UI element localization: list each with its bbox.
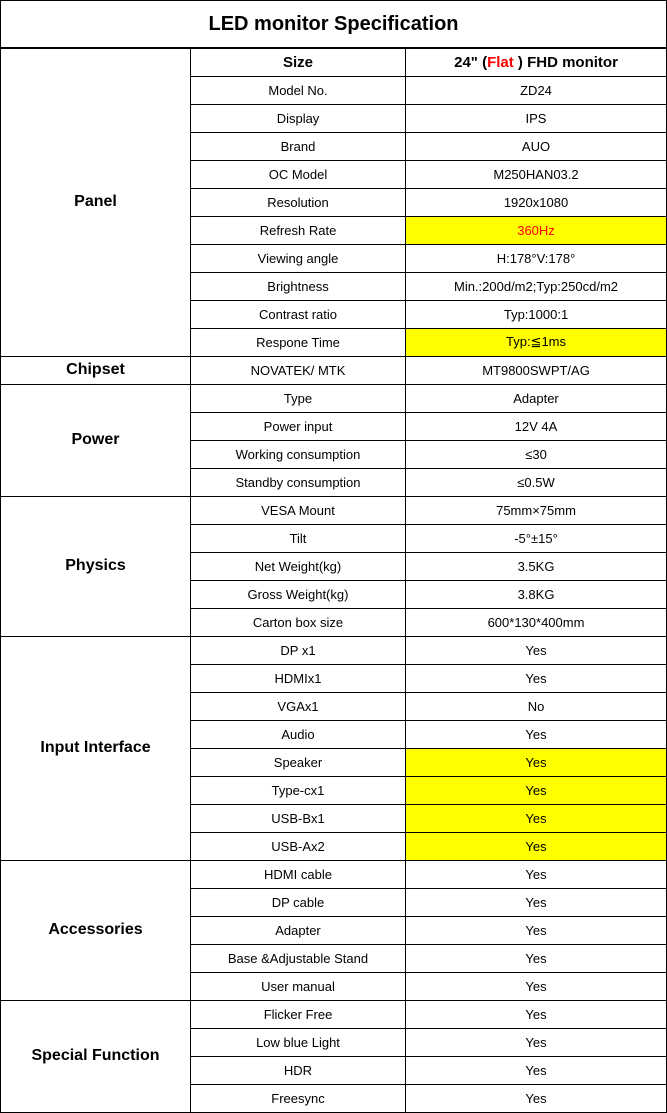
spec-label: Speaker (191, 748, 406, 776)
spec-value: Yes (406, 972, 667, 1000)
spec-label: Gross Weight(kg) (191, 580, 406, 608)
spec-value: Yes (406, 944, 667, 972)
spec-label: OC Model (191, 160, 406, 188)
spec-value: Yes (406, 1000, 667, 1028)
spec-label: User manual (191, 972, 406, 1000)
spec-label: Brand (191, 132, 406, 160)
spec-label: USB-Bx1 (191, 804, 406, 832)
spec-value-highlighted: Yes (406, 748, 667, 776)
spec-value: Typ:1000:1 (406, 300, 667, 328)
title-row (1, 1, 667, 49)
spec-value: Yes (406, 1084, 667, 1112)
spec-value: MT9800SWPT/AG (406, 356, 667, 384)
spec-value: Yes (406, 860, 667, 888)
spec-label: Freesync (191, 1084, 406, 1112)
table-row (1, 48, 667, 76)
spec-value: H:178°V:178° (406, 244, 667, 272)
spec-value: Adapter (406, 384, 667, 412)
spec-label: Carton box size (191, 608, 406, 636)
section-input-interface: Input Interface (1, 636, 191, 860)
spec-value: IPS (406, 104, 667, 132)
table-row (1, 356, 667, 384)
section-accessories: Accessories (1, 860, 191, 1000)
product-header (406, 48, 667, 76)
spec-label: Working consumption (191, 440, 406, 468)
table-row (1, 496, 667, 524)
spec-label: Standby consumption (191, 468, 406, 496)
spec-label: Adapter (191, 916, 406, 944)
spec-label: Resolution (191, 188, 406, 216)
section-power: Power (1, 384, 191, 496)
spec-value: Yes (406, 636, 667, 664)
spec-value: ZD24 (406, 76, 667, 104)
spec-value: 3.5KG (406, 552, 667, 580)
spec-value: Yes (406, 664, 667, 692)
spec-label: VGAx1 (191, 692, 406, 720)
spec-label: Base &Adjustable Stand (191, 944, 406, 972)
spec-label: Low blue Light (191, 1028, 406, 1056)
spec-label: Audio (191, 720, 406, 748)
spec-label: Type (191, 384, 406, 412)
spec-label: Net Weight(kg) (191, 552, 406, 580)
spec-label: USB-Ax2 (191, 832, 406, 860)
spec-value-highlighted: Yes (406, 832, 667, 860)
page-title: LED monitor Specification (1, 1, 667, 49)
spec-label: DP x1 (191, 636, 406, 664)
spec-value: 75mm×75mm (406, 496, 667, 524)
section-special-function: Special Function (1, 1000, 191, 1112)
spec-label: NOVATEK/ MTK (191, 356, 406, 384)
spec-label: Model No. (191, 76, 406, 104)
table-row (1, 636, 667, 664)
spec-value: -5°±15° (406, 524, 667, 552)
spec-label: Respone Time (191, 328, 406, 356)
spec-label: Viewing angle (191, 244, 406, 272)
size-header: Size (191, 48, 406, 76)
spec-value: Yes (406, 916, 667, 944)
spec-value: Yes (406, 720, 667, 748)
spec-value: 600*130*400mm (406, 608, 667, 636)
spec-value-highlighted: Yes (406, 804, 667, 832)
spec-value: 1920x1080 (406, 188, 667, 216)
spec-value: ≤0.5W (406, 468, 667, 496)
spec-value: 3.8KG (406, 580, 667, 608)
product-suffix: ) FHD monitor (513, 53, 618, 71)
spec-value: 12V 4A (406, 412, 667, 440)
spec-label: Tilt (191, 524, 406, 552)
spec-label: Refresh Rate (191, 216, 406, 244)
spec-value: M250HAN03.2 (406, 160, 667, 188)
spec-label: Power input (191, 412, 406, 440)
product-flat: Flat (487, 53, 514, 71)
spec-label: Contrast ratio (191, 300, 406, 328)
spec-value: No (406, 692, 667, 720)
table-row (1, 384, 667, 412)
spec-label: VESA Mount (191, 496, 406, 524)
spec-value: Yes (406, 1056, 667, 1084)
spec-label: HDMI cable (191, 860, 406, 888)
section-panel: Panel (1, 48, 191, 356)
spec-value: ≤30 (406, 440, 667, 468)
spec-label: HDR (191, 1056, 406, 1084)
spec-value: AUO (406, 132, 667, 160)
spec-label: Display (191, 104, 406, 132)
table-row (1, 860, 667, 888)
spec-value-highlighted: Yes (406, 776, 667, 804)
spec-label: DP cable (191, 888, 406, 916)
spec-label: Flicker Free (191, 1000, 406, 1028)
spec-value: Yes (406, 888, 667, 916)
product-prefix: 24" ( (454, 53, 488, 71)
section-chipset: Chipset (1, 356, 191, 384)
spec-value: Min.:200d/m2;Typ:250cd/m2 (406, 272, 667, 300)
section-physics: Physics (1, 496, 191, 636)
spec-label: Type-cx1 (191, 776, 406, 804)
table-row (1, 1000, 667, 1028)
spec-value-highlighted: 360Hz (406, 216, 667, 244)
spec-value-highlighted: Typ:≦1ms (406, 328, 667, 356)
spec-label: Brightness (191, 272, 406, 300)
spec-label: HDMIx1 (191, 664, 406, 692)
spec-value: Yes (406, 1028, 667, 1056)
